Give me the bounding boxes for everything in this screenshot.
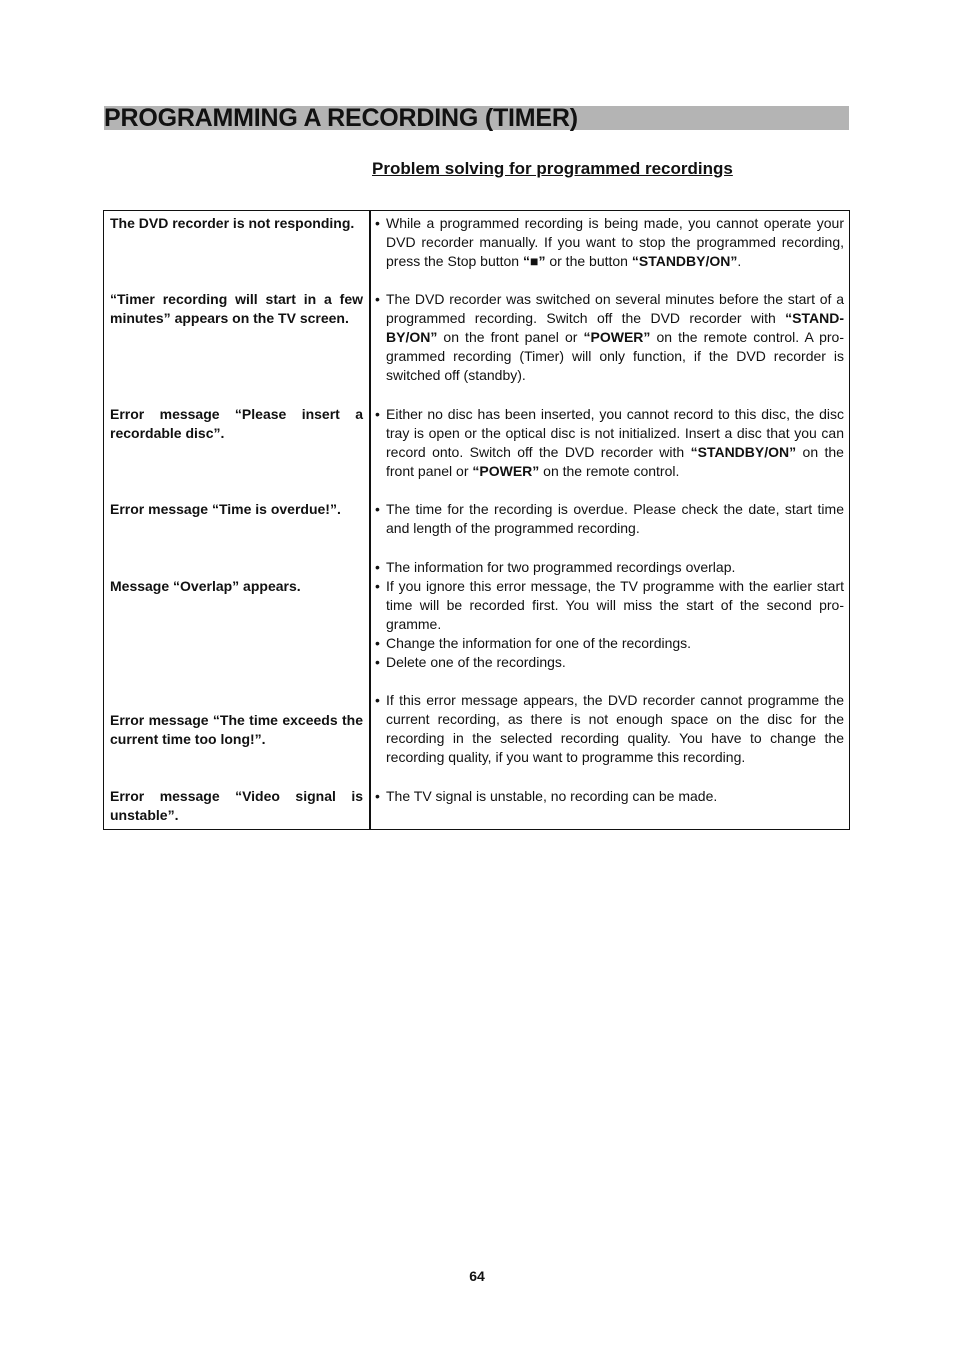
- text-run: While a programmed recording is being made, you cannot operate your DVD recorder manually. If you want to stop the programmed recording, press the Stop button: [386, 215, 844, 269]
- bold-term: “POWER”: [583, 329, 651, 345]
- text-run: The DVD recorder was switched on several minutes before the start of a programmed recording. Switch off the DVD recorder with: [386, 291, 844, 326]
- text-run: The information for two programmed recordings overlap.: [386, 559, 736, 575]
- text-run: on the front panel or: [437, 329, 584, 345]
- text-run: Either no disc has been inserted, you cannot record to this disc, the disc tray is open or the optical disc is not initialized. Insert a disc that you can record onto. Switch off the DVD recorder with: [386, 406, 844, 460]
- text-run: on the remote control. A pro-grammed recording (Timer) will only function, if the DVD recorder is switched off (standby).: [386, 329, 844, 383]
- solution-cell: [375, 691, 844, 767]
- problem-cell: Error message “Time is overdue!”.: [110, 501, 341, 517]
- solution-cell: [375, 787, 844, 806]
- bold-term: “POWER”: [472, 463, 540, 479]
- solution-cell: [375, 405, 844, 481]
- bold-term: “STAND-BY/ON”: [386, 310, 844, 345]
- problem-cell: “Timer recording will start in a few minutes” appears on the TV screen.: [110, 291, 363, 326]
- solution-cell: [375, 214, 844, 271]
- page-title: PROGRAMMING A RECORDING (TIMER): [104, 104, 578, 132]
- solution-bullet: [375, 691, 844, 767]
- solution-bullet: [375, 290, 844, 385]
- solution-bullet: [375, 214, 844, 271]
- column-divider: [369, 211, 371, 829]
- bold-term: “STANDBY/ON”: [690, 444, 797, 460]
- text-run: The time for the recording is overdue. Please check the date, start time and length of the programmed recording.: [386, 501, 844, 536]
- solution-cell: [375, 290, 844, 385]
- text-run: .: [737, 253, 742, 269]
- text-run: If this error message appears, the DVD recorder cannot programme the current recording, as there is not enough space on the disc for the recording in the selected recording quality. You have to change the recording quality, if you want to programme this recording.: [386, 692, 844, 765]
- bold-term: “STANDBY/ON”: [631, 253, 738, 269]
- section-subtitle: Problem solving for programmed recordings: [372, 159, 733, 178]
- page-number: 64: [469, 1268, 485, 1284]
- problem-cell: Message “Overlap” appears.: [110, 578, 301, 594]
- text-run: Change the information for one of the recordings.: [386, 635, 692, 651]
- text-run: The TV signal is unstable, no recording can be made.: [386, 788, 718, 804]
- problem-cell: Error message “Please insert a recordable disc”.: [110, 406, 363, 441]
- text-run: on the front panel or: [386, 444, 844, 479]
- solution-bullet: [375, 558, 844, 577]
- text-run: If you ignore this error message, the TV programme with the earlier start time will be recorded first. You will miss the start of the second pro-gramme.: [386, 578, 844, 632]
- solution-bullet: [375, 787, 844, 806]
- troubleshooting-table: [103, 210, 850, 830]
- text-run: on the remote control.: [539, 463, 680, 479]
- problem-cell: The DVD recorder is not responding.: [110, 215, 355, 231]
- text-run: or the button: [545, 253, 632, 269]
- solution-cell: [375, 558, 844, 672]
- solution-bullet: [375, 500, 844, 538]
- title-bar: [104, 106, 849, 130]
- text-run: Delete one of the recordings.: [386, 654, 566, 670]
- solution-bullet: [375, 634, 844, 653]
- solution-bullet: [375, 577, 844, 634]
- problem-cell: Error message “The time exceeds the current time too long!”.: [110, 712, 363, 747]
- bold-term: “■”: [522, 253, 546, 269]
- problem-cell: Error message “Video signal is unstable”.: [110, 788, 363, 823]
- solution-cell: [375, 500, 844, 538]
- solution-bullet: [375, 405, 844, 481]
- solution-bullet: [375, 653, 844, 672]
